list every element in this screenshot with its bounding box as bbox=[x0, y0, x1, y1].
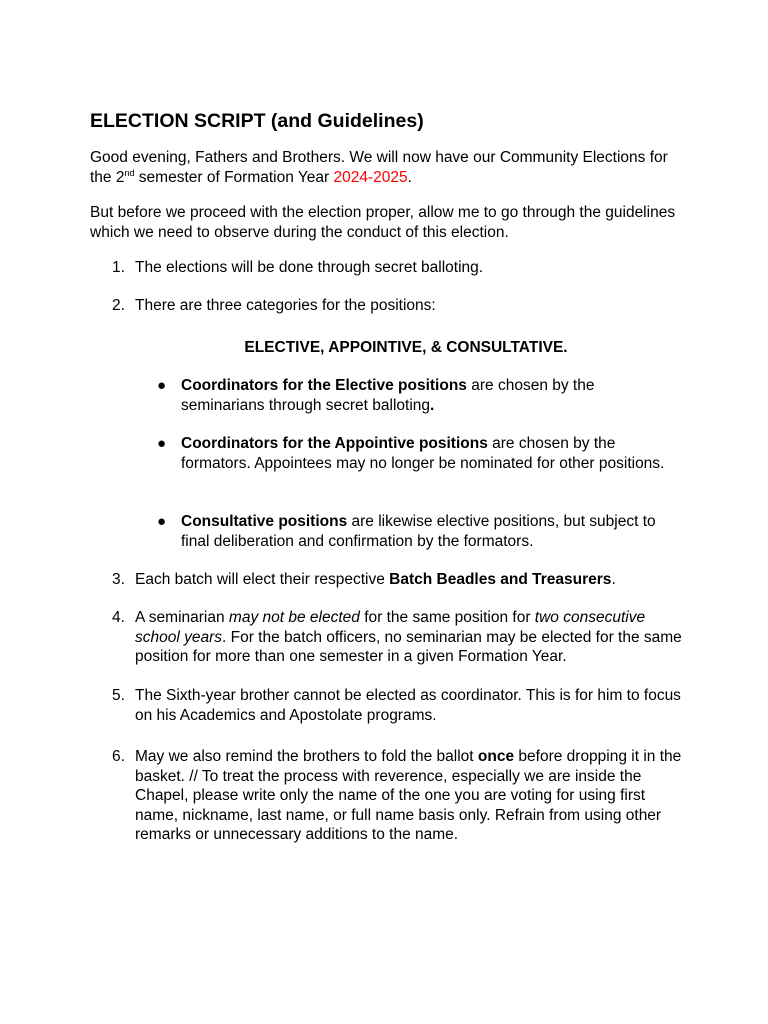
list-text: The Sixth-year brother cannot be elected as coordinator. This is for him to focus on his Academics and Apostolate programs. bbox=[135, 687, 681, 724]
list-item bbox=[112, 258, 682, 278]
bullet-dot-icon: ● bbox=[157, 377, 167, 394]
intro-paragraph-2: But before we proceed with the election proper, allow me to go through the guidelines which we need to observe during the conduct of this election. bbox=[90, 204, 676, 241]
page-title: ELECTION SCRIPT (and Guidelines) bbox=[90, 110, 424, 132]
ordinal-suffix: nd bbox=[124, 167, 135, 178]
formation-year: 2024-2025 bbox=[333, 168, 408, 186]
bullet-item bbox=[157, 512, 667, 551]
intro-period: . bbox=[407, 168, 412, 186]
list-number: 2. bbox=[112, 297, 125, 314]
list-text: The elections will be done through secret balloting. bbox=[135, 259, 484, 276]
bullet-dot-icon: ● bbox=[157, 513, 167, 530]
intro-paragraph-1 bbox=[90, 148, 690, 187]
bullet-text: Coordinators for the Elective positions are chosen by the seminarians through secret balloting. bbox=[181, 377, 595, 414]
intro-text-cont: semester of Formation Year bbox=[134, 168, 334, 186]
bullet-text: Consultative positions are likewise elective positions, but subject to final deliberation and confirmation by the formators. bbox=[181, 513, 656, 550]
list-item bbox=[112, 570, 682, 590]
list-item bbox=[112, 296, 682, 316]
list-text: May we also remind the brothers to fold the ballot once before dropping it in the basket. // To treat the process with reverence, especially we are inside the Chapel, please write only the name of the one you are voting for using first name, nickname, last name, or full name basis only. Refrain from using other remarks or unnecessary additions to the name. bbox=[135, 748, 682, 844]
bullet-dot-icon: ● bbox=[157, 435, 167, 452]
list-number: 3. bbox=[112, 571, 125, 588]
bullet-text: Coordinators for the Appointive positions are chosen by the formators. Appointees may no longer be nominated for other positions. bbox=[181, 435, 665, 472]
list-item bbox=[112, 686, 682, 725]
list-item bbox=[112, 747, 682, 845]
list-item bbox=[112, 608, 682, 667]
categories-heading: ELECTIVE, APPOINTIVE, & CONSULTATIVE. bbox=[244, 339, 568, 356]
bullet-item bbox=[157, 376, 667, 415]
list-number: 6. bbox=[112, 748, 125, 765]
intro-text: Good evening, Fathers and Brothers. We will now have our Community Elections for the 2 bbox=[90, 149, 668, 186]
list-number: 5. bbox=[112, 687, 125, 704]
list-number: 1. bbox=[112, 259, 125, 276]
list-text: There are three categories for the positions: bbox=[135, 297, 436, 314]
list-number: 4. bbox=[112, 609, 125, 626]
list-text: A seminarian may not be elected for the same position for two consecutive school years. For the batch officers, no seminarian may be elected for the same position for more than one semester in a given Formation Year. bbox=[135, 609, 682, 666]
bullet-item bbox=[157, 434, 667, 473]
list-text: Each batch will elect their respective Batch Beadles and Treasurers. bbox=[135, 571, 616, 588]
